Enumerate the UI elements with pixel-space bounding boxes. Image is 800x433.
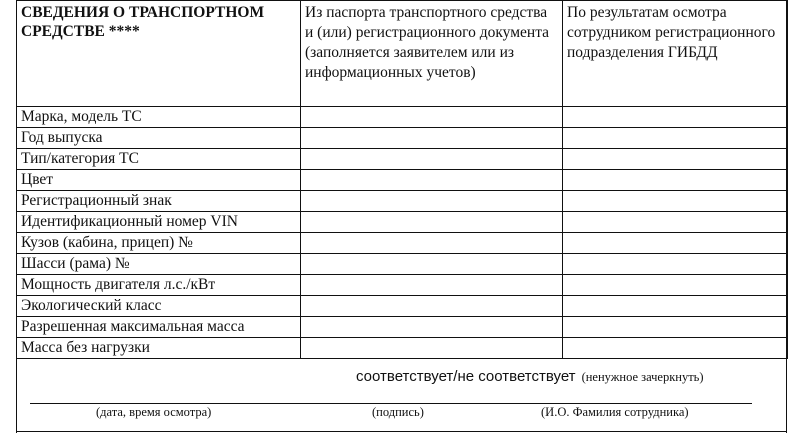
conformity-note: (ненужное зачеркнуть): [581, 370, 704, 384]
date-time-caption: (дата, время осмотра): [96, 405, 212, 419]
table-row: [17, 233, 788, 254]
table-row: [17, 149, 788, 170]
form-bottom-border: [16, 431, 787, 432]
inspection-value-cell[interactable]: [563, 317, 788, 338]
row-label: Тип/категория ТС: [17, 149, 301, 170]
passport-value-cell[interactable]: [301, 149, 563, 170]
header-inspection-result: По результатам осмотра сотрудником регистрационного подразделения ГИБДД: [563, 1, 788, 107]
row-label: Регистрационный знак: [17, 191, 301, 212]
inspection-value-cell[interactable]: [563, 149, 788, 170]
header-vehicle-info: СВЕДЕНИЯ О ТРАНСПОРТНОМ СРЕДСТВЕ ****: [17, 1, 301, 107]
conformity-text: соответствует/не соответствует: [356, 368, 576, 385]
row-label: Кузов (кабина, прицеп) №: [17, 233, 301, 254]
signature-caption: (подпись): [372, 405, 424, 419]
inspection-value-cell[interactable]: [563, 254, 788, 275]
inspection-value-cell[interactable]: [563, 170, 788, 191]
passport-value-cell[interactable]: [301, 317, 563, 338]
signature-line: [30, 403, 752, 404]
inspection-value-cell[interactable]: [563, 296, 788, 317]
passport-value-cell[interactable]: [301, 275, 563, 296]
passport-value-cell[interactable]: [301, 170, 563, 191]
passport-value-cell[interactable]: [301, 296, 563, 317]
passport-value-cell[interactable]: [301, 128, 563, 149]
inspection-value-cell[interactable]: [563, 212, 788, 233]
row-label: Разрешенная максимальная масса: [17, 317, 301, 338]
inspection-value-cell[interactable]: [563, 107, 788, 128]
passport-value-cell[interactable]: [301, 233, 563, 254]
inspection-value-cell[interactable]: [563, 233, 788, 254]
row-label: Мощность двигателя л.с./кВт: [17, 275, 301, 296]
officer-name-caption: (И.О. Фамилия сотрудника): [541, 405, 689, 419]
vehicle-info-table: [16, 0, 788, 359]
table-row: [17, 170, 788, 191]
row-label: Цвет: [17, 170, 301, 191]
table-row: [17, 107, 788, 128]
header-from-passport: Из паспорта транспортного средства и (или) регистрационного документа (заполняется заявителем или из информационных учетов): [301, 1, 563, 107]
table-row: [17, 275, 788, 296]
inspection-value-cell[interactable]: [563, 338, 788, 359]
table-row: [17, 128, 788, 149]
table-row: [17, 338, 788, 359]
table-row: [17, 212, 788, 233]
table-row: [17, 296, 788, 317]
inspection-value-cell[interactable]: [563, 275, 788, 296]
row-label: Экологический класс: [17, 296, 301, 317]
table-row: [17, 254, 788, 275]
inspection-value-cell[interactable]: [563, 128, 788, 149]
row-label: Идентификационный номер VIN: [17, 212, 301, 233]
row-label: Марка, модель ТС: [17, 107, 301, 128]
conformity-statement: [356, 368, 704, 385]
passport-value-cell[interactable]: [301, 254, 563, 275]
row-label: Масса без нагрузки: [17, 338, 301, 359]
passport-value-cell[interactable]: [301, 191, 563, 212]
inspection-value-cell[interactable]: [563, 191, 788, 212]
table-row: [17, 191, 788, 212]
table-header-row: [17, 1, 788, 107]
table-row: [17, 317, 788, 338]
passport-value-cell[interactable]: [301, 107, 563, 128]
passport-value-cell[interactable]: [301, 338, 563, 359]
passport-value-cell[interactable]: [301, 212, 563, 233]
row-label: Шасси (рама) №: [17, 254, 301, 275]
row-label: Год выпуска: [17, 128, 301, 149]
